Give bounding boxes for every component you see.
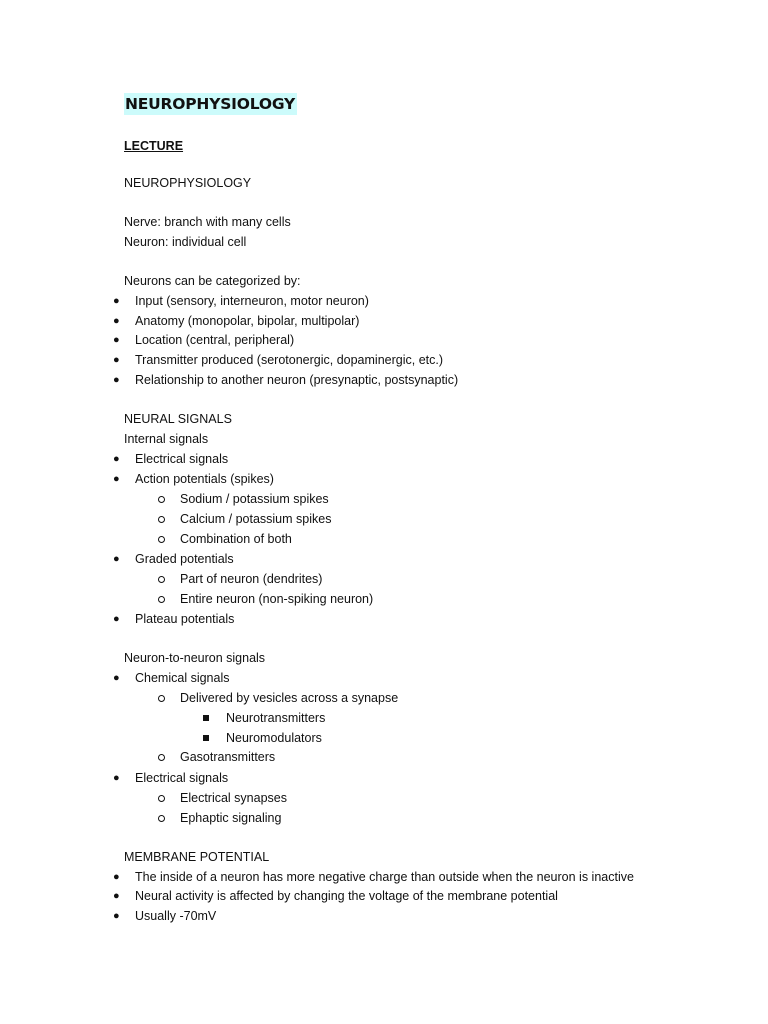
hollow-bullet-icon bbox=[158, 536, 165, 543]
hollow-bullet-icon bbox=[158, 795, 165, 802]
text-line: Neuron-to-neuron signals bbox=[124, 651, 266, 665]
hollow-bullet-icon bbox=[158, 496, 165, 503]
bullet-icon: ● bbox=[113, 910, 120, 922]
list-item-text: Chemical signals bbox=[135, 671, 230, 685]
list-item-text: Part of neuron (dendrites) bbox=[180, 572, 323, 586]
list-item-text: Gasotransmitters bbox=[180, 750, 276, 764]
section-heading-lecture: LECTURE bbox=[124, 139, 184, 153]
bullet-icon: ● bbox=[113, 890, 120, 902]
list-item-text: Ephaptic signaling bbox=[180, 811, 282, 825]
hollow-bullet-icon bbox=[158, 516, 165, 523]
document-title: NEUROPHYSIOLOGY bbox=[125, 95, 296, 113]
hollow-bullet-icon bbox=[158, 815, 165, 822]
hollow-bullet-icon bbox=[158, 576, 165, 583]
list-item-text: Graded potentials bbox=[135, 552, 234, 566]
bullet-icon: ● bbox=[113, 334, 120, 346]
bullet-icon: ● bbox=[113, 374, 120, 386]
text-line: NEURAL SIGNALS bbox=[124, 412, 232, 426]
list-item-text: Delivered by vesicles across a synapse bbox=[180, 691, 399, 705]
list-item-text: Electrical signals bbox=[135, 452, 229, 466]
text-line: Nerve: branch with many cells bbox=[124, 215, 291, 229]
bullet-icon: ● bbox=[113, 295, 120, 307]
list-item-text: Electrical signals bbox=[135, 771, 229, 785]
list-item-text: Sodium / potassium spikes bbox=[180, 492, 329, 506]
list-item-text: Relationship to another neuron (presynaptic, postsynaptic) bbox=[135, 373, 459, 387]
square-bullet-icon bbox=[203, 735, 209, 741]
text-line: NEUROPHYSIOLOGY bbox=[124, 176, 252, 190]
bullet-icon: ● bbox=[113, 613, 120, 625]
bullet-icon: ● bbox=[113, 553, 120, 565]
list-item-text: Neural activity is affected by changing the voltage of the membrane potential bbox=[135, 889, 558, 903]
list-item-text: Entire neuron (non-spiking neuron) bbox=[180, 592, 374, 606]
hollow-bullet-icon bbox=[158, 596, 165, 603]
list-item-text: Neurotransmitters bbox=[226, 711, 326, 725]
bullet-icon: ● bbox=[113, 871, 120, 883]
list-item-text: Transmitter produced (serotonergic, dopaminergic, etc.) bbox=[135, 353, 444, 367]
text-line: MEMBRANE POTENTIAL bbox=[124, 850, 270, 864]
list-item-text: Electrical synapses bbox=[180, 791, 287, 805]
bullet-icon: ● bbox=[113, 354, 120, 366]
list-item-text: Usually -70mV bbox=[135, 909, 217, 923]
bullet-icon: ● bbox=[113, 672, 120, 684]
hollow-bullet-icon bbox=[158, 695, 165, 702]
bullet-icon: ● bbox=[113, 473, 120, 485]
list-item-text: Input (sensory, interneuron, motor neuron) bbox=[135, 294, 369, 308]
bullet-icon: ● bbox=[113, 453, 120, 465]
list-item-text: The inside of a neuron has more negative charge than outside when the neuron is inactive bbox=[135, 870, 634, 884]
text-line: Neurons can be categorized by: bbox=[124, 274, 301, 288]
list-item-text: Neuromodulators bbox=[226, 731, 322, 745]
list-item-text: Plateau potentials bbox=[135, 612, 235, 626]
bullet-icon: ● bbox=[113, 772, 120, 784]
text-line: Neuron: individual cell bbox=[124, 235, 247, 249]
text-line: Internal signals bbox=[124, 432, 209, 446]
list-item-text: Action potentials (spikes) bbox=[135, 472, 274, 486]
list-item-text: Combination of both bbox=[180, 532, 292, 546]
list-item-text: Calcium / potassium spikes bbox=[180, 512, 332, 526]
list-item-text: Anatomy (monopolar, bipolar, multipolar) bbox=[135, 314, 360, 328]
list-item-text: Location (central, peripheral) bbox=[135, 333, 295, 347]
bullet-icon: ● bbox=[113, 315, 120, 327]
square-bullet-icon bbox=[203, 715, 209, 721]
hollow-bullet-icon bbox=[158, 754, 165, 761]
